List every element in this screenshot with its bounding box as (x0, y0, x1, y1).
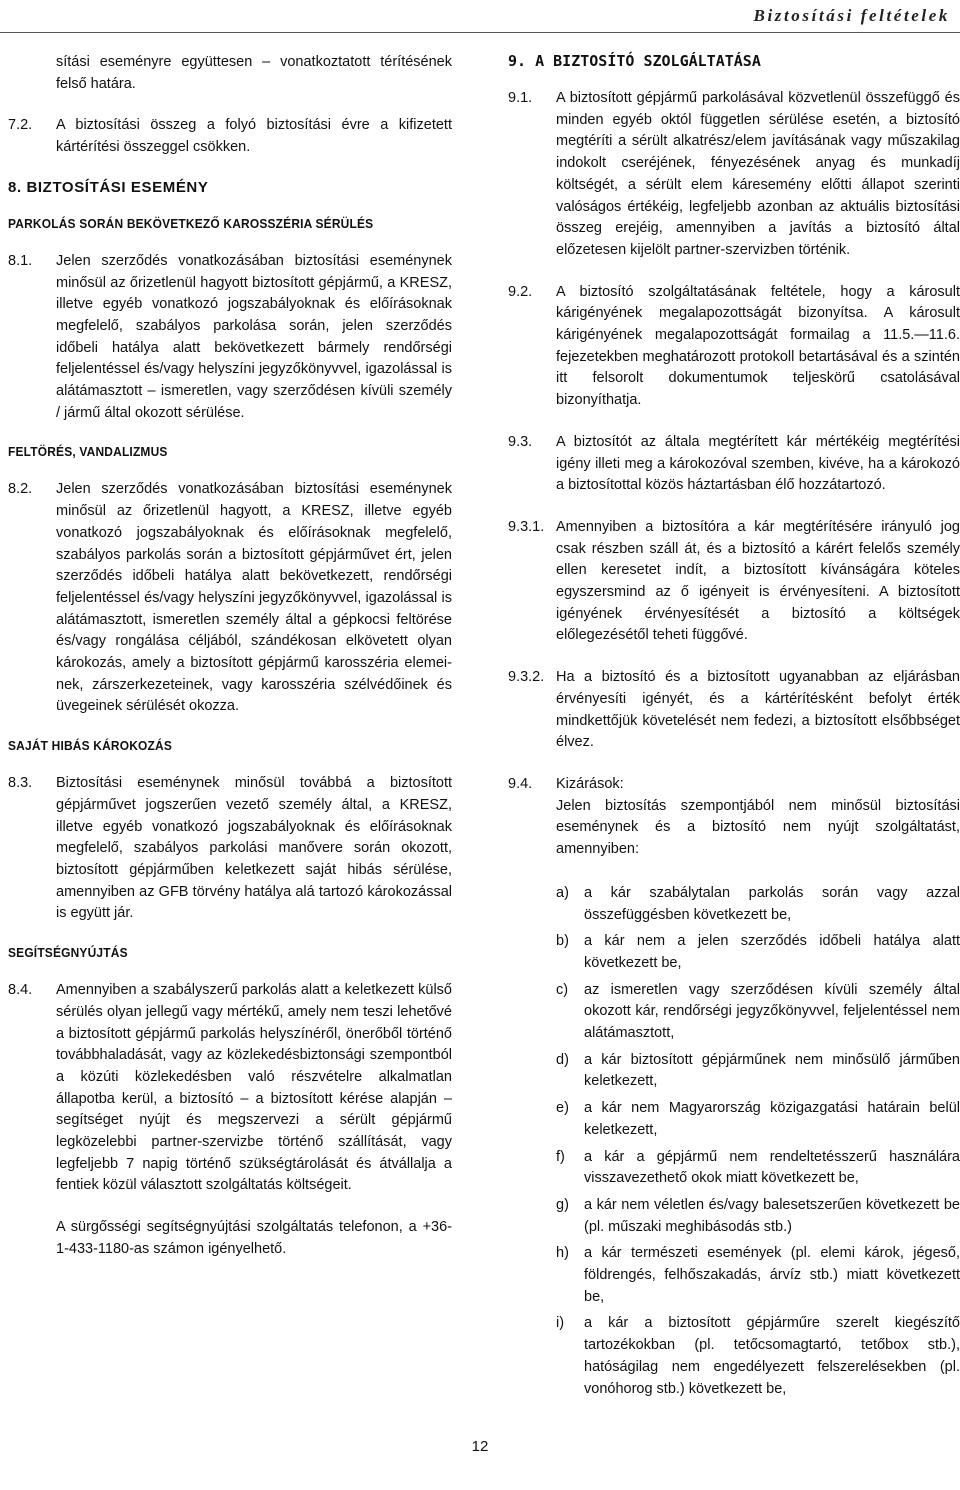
exclusion-item (556, 1147, 960, 1190)
section-8-heading: 8. BIZTOSÍTÁSI ESEMÉNY (8, 178, 209, 196)
paragraph-9-2 (508, 282, 960, 412)
paragraph-7-2 (8, 115, 452, 158)
paragraph-9-3-1 (508, 517, 960, 647)
paragraph-9-3-2 (508, 667, 960, 754)
exclusion-letter: i) (556, 1315, 565, 1332)
paragraph-text: Ha a biztosító és a biztosított ugyanabban az eljárásban érvényesíti igényét, és a kártérítésként befolyt érték mindkettőjük követelését nem fedezi, a biztosított elsőbbséget élvez. (556, 669, 960, 751)
paragraph-number: 9.3.2. (508, 669, 545, 686)
paragraph-8-1 (8, 251, 452, 425)
subheading-feltores: FELTÖRÉS, VANDALIZMUS (8, 444, 168, 460)
paragraph-text: Amennyiben a biztosítóra a kár megtérítésére irányuló jog csak részben száll át, és a biztosító a kárért felelős személy ellen keresetet indít, a biztosított kívánságára köteles egyszersmind az ő igényeit is érvényesíteni. A biztosított igényének érvényesítését a biztosító a költségek előlegezésétől teheti függővé. (556, 518, 960, 644)
exclusion-letter: a) (556, 884, 569, 901)
header-rule (0, 32, 960, 33)
exclusion-text: a kár biztosított gépjárműnek nem minősülő járműben keletkezett, (584, 1051, 960, 1090)
exclusion-text: a kár nem véletlen és/vagy balesetszerűen következett be (pl. műszaki meghibásodás stb.) (584, 1196, 960, 1235)
exclusion-letter: b) (556, 933, 569, 950)
paragraph-number: 9.1. (508, 90, 533, 106)
paragraph-text: Kizárások: (556, 775, 624, 792)
paragraph-9-4 (508, 774, 960, 796)
paragraph-text: A biztosítási összeg a folyó biztosítási évre a kifizetett kártérítési összeggel csökken. (56, 117, 452, 156)
exclusion-text: a kár nem Magyarország közigazgatási határain belül keletkezett, (584, 1100, 960, 1138)
paragraph-8-4-phone: A sürgősségi segítségnyújtási szolgáltatás telefonon, a +36-1-433-1180-as számon igényelhető. (56, 1219, 452, 1257)
paragraph-number: 8.3. (8, 775, 33, 792)
exclusion-text: a kár szabálytalan parkolás során vagy azzal összefüggésben következett be, (584, 884, 960, 923)
paragraph-9-3 (508, 432, 960, 497)
exclusion-text: a kár nem a jelen szerződés időbeli hatálya alatt következett be, (584, 933, 960, 971)
left-column (8, 52, 452, 1281)
exclusion-item (556, 1243, 960, 1308)
exclusion-item (556, 883, 960, 926)
paragraph-text: A biztosított gépjármű parkolásával közvetlenül összefüggő és minden egyéb októl független sérülése esetén, a biztosító megtéríti a sérült alkatrész/elem javításának vagy műszakilag indokolt cseréjének, fényezésének anyag és munkadíj költségét, a sérült elem káresemény előtti állapot szerinti valóságos értékéig, legfeljebb azonban az aktuális biztosítási összeg erejéig, amennyiben a javítás a biztosító által előzetesen kijelölt partner-szervizben történik. (556, 90, 960, 258)
subheading-sajat-hibas: SAJÁT HIBÁS KÁROKOZÁS (8, 738, 173, 754)
exclusion-item (556, 1050, 960, 1093)
exclusion-letter: d) (556, 1051, 569, 1068)
paragraph-8-3 (8, 773, 452, 925)
page-header (0, 0, 960, 34)
paragraph-number: 8.1. (8, 252, 33, 269)
subheading-parkolas: PARKOLÁS SORÁN BEKÖVETKEZŐ KAROSSZÉRIA SÉRÜLÉS (8, 215, 374, 231)
right-column (508, 52, 960, 1405)
exclusion-text: a kár természeti események (pl. elemi károk, jégeső, földrengés, felhőszakadás, árvíz stb.) miatt következett be, (584, 1245, 960, 1305)
paragraph-text: Biztosítási eseménynek minősül továbbá a biztosított gépjárművet jogszerűen vezető személy által, a KRESZ, illetve egyéb vonatkozó jogszabályoknak és előírásoknak megfelelő, szabályos parkolási manővere során okozott, biztosított gépjárműben keletkezett saját hibás sérülése, amennyiben az GFB törvény hatálya alá tartozó károkozással is együtt jár. (56, 775, 452, 922)
paragraph-number: 8.4. (8, 982, 33, 999)
paragraph-text: A biztosító szolgáltatásának feltétele, hogy a károsult kárigényének megalapozottságát bizonyítsa. A károsult kárigényének megalapozottságát formailag a 11.5.—11.6. fejezetekben meghatározott protokoll betartásával és a szintén itt felsorolt dokumentumok teljeskörű csatolásával bizonyíthatja. (556, 283, 960, 409)
exclusion-text: a kár a biztosított gépjárműre szerelt kiegészítő tartozékokban (pl. tetőcsomagtartó, tetőbox stb.), hatóságilag nem engedélyezett felszerelésekben (pl. vonóhorog stb.) következett be, (584, 1315, 960, 1397)
paragraph-number: 9.3.1. (508, 518, 545, 535)
page-number: 12 (471, 1438, 489, 1455)
paragraph-text: Jelen szerződés vonatkozásában biztosítási eseménynek minősül az őrizetlenül hagyott, a KRESZ, illetve egyéb vonatkozó jogszabályoknak és előírásoknak megfelelő, szabályos parkolás során a biztosított gépjárművet ért, jelen szerződés időbeli hatálya alatt bekövetkezett, rendőrségi feljelentéssel és/vagy helyszíni jegyzőkönyvvel, igazolással is alátámasztott, ismeretlen személy által a gépkocsi feltörése és/vagy rongálása céljából, szándékosan elkövetett olyan károkozás, amely a biztosított gépjármű karosszéria elemeinek, zárszerkezeteinek, vagy karosszéria szélvédőinek és üvegeinek sérülését okozza. (56, 481, 452, 715)
exclusion-letter: g) (556, 1196, 569, 1213)
exclusion-text: az ismeretlen vagy szerződésen kívüli személy által okozott kár, rendőrségi jegyzőkönyvvel, feljelentéssel nem alátámasztott, (584, 981, 960, 1042)
exclusion-letter: c) (556, 981, 569, 998)
header-title: Biztosítási feltételek (753, 6, 950, 25)
paragraph-number: 8.2. (8, 481, 33, 498)
exclusion-item (556, 1098, 960, 1141)
exclusion-item (556, 980, 960, 1045)
subheading-segitsegnyujtas: SEGÍTSÉGNYÚJTÁS (8, 945, 128, 961)
paragraph-8-2 (8, 479, 452, 718)
exclusion-text: a kár a gépjármű nem rendeltetésszerű használára visszavezethető okok miatt következett be, (584, 1148, 960, 1187)
paragraph-9-1 (508, 88, 960, 262)
exclusion-letter: f) (556, 1148, 565, 1165)
exclusion-item (556, 1195, 960, 1238)
exclusion-item (556, 1313, 960, 1400)
paragraph-number: 9.3. (508, 433, 533, 450)
paragraph-number: 7.2. (8, 117, 33, 134)
exclusion-letter: e) (556, 1100, 569, 1117)
paragraph-9-4-intro: Jelen biztosítás szempontjából nem minősül biztosítási eseménynek és a biztosító nem nyújt szolgáltatást, amennyiben: (556, 797, 960, 858)
paragraph-continuation: sítási eseményre együttesen – vonatkoztatott térítésének felső határa. (56, 54, 452, 92)
paragraph-text: Amennyiben a szabályszerű parkolás alatt a keletkezett külső sérülés olyan jellegű vagy mértékű, amely nem teszi lehetővé a biztosított gépjármű parkolás helyszínéről, önerőből történő továbbhaladását, vagy az közlekedésbiztonsági szempontból a közúti közlekedésben való részvételre alkalmatlan állapotba kerül, a biztosító – a biztosított kérése alapján – segítséget nyújt és megszervezi a sérült gépjármű legközelebbi partner-szervizbe történő szállítását, vagy legfeljebb 7 napig történő szükségtárolását és átvállalja a fentiek közül választott szolgáltatás költségeit. (56, 982, 452, 1194)
exclusion-item (556, 931, 960, 974)
section-9-heading: 9. A BIZTOSÍTÓ SZOLGÁLTATÁSA (508, 52, 761, 70)
exclusion-letter: h) (556, 1245, 569, 1262)
paragraph-number: 9.2. (508, 283, 533, 300)
paragraph-number: 9.4. (508, 775, 533, 792)
paragraph-text: A biztosítót az általa megtérített kár mértékéig megtérítési igény illeti meg a károkozóval szemben, kivéve, ha a károkozó a biztosítottal közös háztartásban élő hozzátartozó. (556, 433, 960, 494)
paragraph-8-4 (8, 980, 452, 1197)
paragraph-text: Jelen szerződés vonatkozásában biztosítási eseménynek minősül az őrizetlenül hagyott biztosított gépjármű, a KRESZ, illetve egyéb vonatkozó jogszabályoknak és előírásoknak megfelelő, szabályos parkolása során, jelen szerződés időbeli hatálya alatt bekövetkezett bármely rendőrségi feljelentéssel és/vagy helyszíni jegyzőkönyvvel, igazolással is alátámasztott – ismeretlen, vagy szerződésen kívüli személy / jármű által okozott sérülése. (56, 252, 452, 421)
